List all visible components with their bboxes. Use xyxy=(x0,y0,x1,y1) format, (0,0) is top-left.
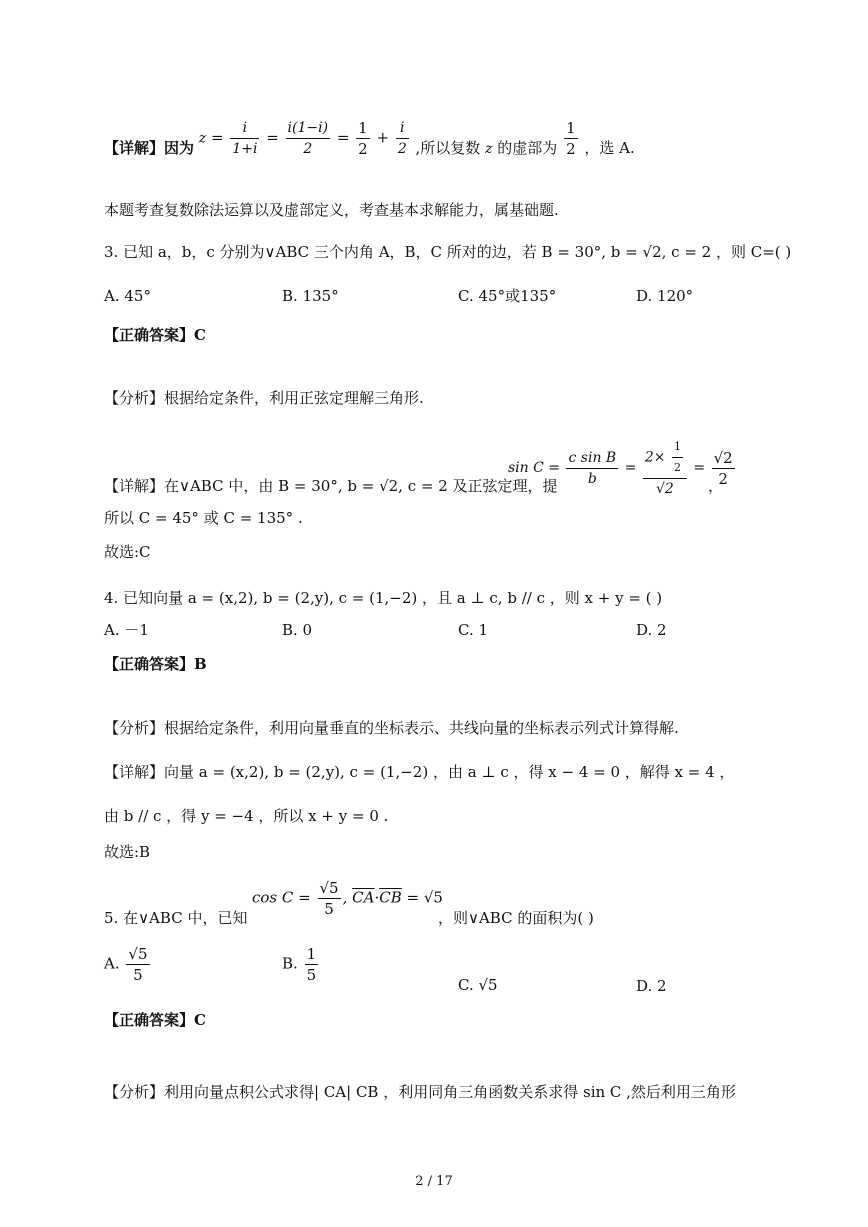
q4-choose: 故选:B xyxy=(104,843,151,861)
detail-label: 【详解】因为 xyxy=(104,139,195,157)
q4-option-c: C. 1 xyxy=(458,621,489,639)
q3-answer: 【正确答案】C xyxy=(104,326,206,344)
question-3-stem: 3. 已知 a，b，c 分别为∨ABC 三个内角 A，B，C 所对的边，若 B = 30°, b = √2, c = 2 ，则 C=( ) xyxy=(104,243,792,261)
detail-line-q2 xyxy=(104,118,635,159)
q3-detail-line: 【详解】在∨ABC 中，由 B = 30°, b = √2, c = 2 及正弦定理，提 xyxy=(104,477,558,495)
q5-option-d: D. 2 xyxy=(636,977,667,995)
q3-option-b: B. 135° xyxy=(282,287,339,305)
q3-sine-rule-equation: sin C = $\frac{\text{c sin B}}{b}$ = 2× $\frac{1}{2}$ √2 = $\frac{√2}{2}$ xyxy=(508,440,733,497)
page-number: 2 / 17 xyxy=(415,1174,453,1189)
detail-mid-text: ,所以复数 xyxy=(415,139,481,157)
q4-option-d: D. 2 xyxy=(636,621,667,639)
q3-option-c: C. 45°或135° xyxy=(458,287,557,305)
q5-option-a: A. $\frac{√5}{5}$ xyxy=(104,945,148,984)
q4-answer: 【正确答案】B xyxy=(104,655,207,673)
q4-detail-line1: 【详解】向量 a = (x,2), b = (2,y), c = (1,−2) ，由 a ⊥ c ，得 x − 4 = 0 ，解得 x = 4 ， xyxy=(104,763,735,781)
question-5-tail: ，则∨ABC 的面积为( ) xyxy=(438,909,594,927)
question-5-lead: 5. 在∨ABC 中，已知 xyxy=(104,909,248,927)
q5-option-b: B. $\frac{1}{5}$ xyxy=(282,945,317,984)
q3-detail-tail: ， xyxy=(708,477,724,495)
q4-option-a: A. －1 xyxy=(104,621,149,639)
imag-part-fraction: $\frac{1}{2}$ xyxy=(566,118,576,158)
q3-option-d: D. 120° xyxy=(636,287,694,305)
q5-answer: 【正确答案】C xyxy=(104,1011,206,1029)
q3-option-a: A. 45° xyxy=(104,287,151,305)
q4-analysis: 【分析】根据给定条件，利用向量垂直的坐标表示、共线向量的坐标表示列式计算得解. xyxy=(104,719,679,737)
question-4-stem: 4. 已知向量 a = (x,2), b = (2,y), c = (1,−2) ，且 a ⊥ c, b // c ，则 x + y = ( ) xyxy=(104,589,663,607)
q3-choose: 故选:C xyxy=(104,543,151,561)
q4-option-b: B. 0 xyxy=(282,621,313,639)
q3-detail-conclusion: 所以 C = 45° 或 C = 135° . xyxy=(104,509,303,527)
summary-line: 本题考查复数除法运算以及虚部定义，考查基本求解能力，属基础题. xyxy=(104,201,559,219)
q4-detail-line2: 由 b // c ，得 y = −4 ，所以 x + y = 0 . xyxy=(104,807,389,825)
complex-division-equation: z = $\frac{i}{1+i}$ = $\frac{i(1-i)}{2}$ = $\frac{1}{2}$ + $\frac{i}{2}$ xyxy=(198,118,407,158)
variable-z: z xyxy=(485,141,493,157)
q5-option-c: C. √5 xyxy=(458,976,498,994)
detail-tail-text: ，选 A. xyxy=(584,139,635,157)
q5-given-equation: cos C = $\frac{√5}{5}$ , $\overline{CA}\cdot\overline{CB} = √5$ xyxy=(252,879,443,918)
q5-analysis: 【分析】利用向量点积公式求得| CA| CB ，利用同角三角函数关系求得 sin C ,然后利用三角形 xyxy=(104,1083,736,1101)
q3-analysis: 【分析】根据给定条件，利用正弦定理解三角形. xyxy=(104,389,424,407)
detail-mid2-text: 的虚部为 xyxy=(497,139,558,157)
